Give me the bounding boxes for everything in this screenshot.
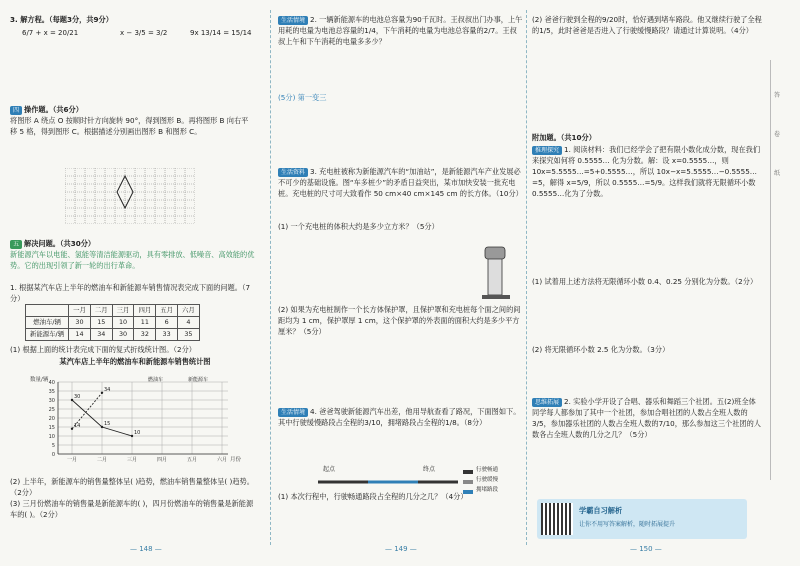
rotation-grid: [65, 168, 195, 224]
y-tick-label: 15: [48, 425, 55, 431]
y-tick-label: 30: [48, 398, 55, 404]
divider: [526, 10, 527, 545]
legend-3: 拥堵路段: [476, 487, 499, 493]
data-label: 30: [74, 394, 81, 400]
y-tick-label: 0: [51, 452, 55, 458]
data-point: [101, 392, 103, 394]
data-label: 34: [104, 386, 111, 393]
extra-q2: 思维拓展 2. 实验小学开设了合唱、器乐和舞蹈三个社团。五(2)班全体同学每人都参加了其中一个社团，参加合唱社团的人数占全班人数的3/5，参加器乐社团的人数占全班人数的7/10，那么参加这三个社团的人数各占全班人数的几分之几？（5分）: [532, 397, 761, 439]
extra-q1: 推理探究 1. 阅读材料：我们已经学会了把有限小数化成分数，现在我们来探究如何将 0.5555… 化为分数。解：设 x=0.5555…，则 10x=5.5555…=5+0.5555…，所以 10x−x=5.5555…−0.5555…=5，解得 x=5/9，所以 0.5555…=5/9。这样我们就将无限循环小数 0.5555…化为了分数。: [532, 145, 761, 198]
y-tick-label: 40: [48, 380, 55, 386]
banner-title: 学霸自习解析: [579, 506, 623, 515]
x-tick-label: 五月: [186, 457, 198, 463]
q3-text: 生活资料 3. 充电桩被称为新能源汽车的“加油站”，是新能源汽车产业发展必不可少的基础设施。图“车多桩少”的矛盾日益突出，某市加快安装一批充电桩。充电桩的尺寸可大致看作 50 cm×40 cm×145 cm 的长方体。（10分）: [278, 167, 523, 198]
data-point: [71, 399, 73, 401]
q4-title: 四 操作题。（共6分）: [10, 104, 260, 115]
y-tick-label: 20: [48, 416, 55, 422]
q3-title: 3. 解方程。（每题3分，共9分）: [10, 15, 113, 24]
data-point: [101, 426, 103, 428]
q4-text: 将图形 A 绕点 O 按顺时针方向旋转 90°，得到图形 B。再将图形 B 向右平移 5 格，得到图形 C。根据描述分别画出图形 B 和图形 C。: [10, 116, 249, 136]
q4-text: 生活情境 4. 爸爸驾驶新能源汽车出差，他用导航查看了路况，下面图如下。其中行驶缓慢路段占全程的3/10，拥堵路段占全程的1/8。（8分）: [278, 407, 521, 427]
y-tick-label: 25: [48, 407, 55, 413]
x-tick-label: 六月: [216, 457, 228, 463]
y-axis-label: 数量/辆: [30, 377, 49, 383]
q4-part1: (1) 本次行程中，行驶畅通路段占全程的几分之几？（4分）: [278, 492, 468, 501]
end-label: 终点: [423, 466, 436, 473]
q2-text: 生活情境 2. 一辆新能源车的电池总容量为90千瓦时。王叔叔出门办事，上午用耗的电量为电池总容量的1/4，下午消耗的电量为电池总容量的2/7。王叔叔上午和下午消耗的电量多多少？: [278, 15, 523, 46]
charging-pile-drawing: [476, 239, 516, 301]
q5-part3: (3) 三月份燃油车的销售量是新能源车的( )，四月份燃油车的销售量是新能源车的( )。（2分）: [10, 499, 254, 519]
legend-entry: 燃油车: [148, 377, 164, 383]
data-label: 14: [74, 422, 81, 429]
extra-q1-part1: (1) 试着用上述方法将无限循环小数 0.4、0.25 分别化为分数。（2分）: [532, 277, 758, 286]
page-number-150: — 150 —: [630, 545, 662, 553]
y-tick-label: 5: [51, 443, 55, 449]
x-axis-label: 月份: [230, 457, 242, 463]
sales-table: 一月 二月 三月 四月 五月 六月 燃油车/辆 30 15 10 11 6 4 新能源车/辆 14 34 30 32 33 35: [25, 304, 200, 341]
y-tick-label: 10: [48, 434, 55, 440]
q5-intro: 新能源汽车以电能、氢能等清洁能源驱动，具有零排放、低噪音、高效能的优势。它的出现引领了新一轮的出行革命。: [10, 250, 255, 270]
y-tick-label: 35: [48, 389, 55, 395]
extra-title: 附加题。（共10分）: [532, 133, 596, 142]
x-tick-label: 二月: [96, 457, 108, 463]
line-chart: [28, 374, 248, 469]
q5-part2: (2) 上半年，新能源车的销售量整体呈( )趋势，燃油车销售量整体呈( )趋势。（2分）: [10, 477, 254, 497]
q5-task1: 1. 根据某汽车店上半年的燃油车和新能源车销售情况表完成下面的问题。（7分）: [10, 283, 251, 303]
start-label: 起点: [323, 466, 336, 473]
page-number-148: — 148 —: [130, 545, 162, 553]
banner-text: 让你不用写答案解析，随时拓展提升: [579, 521, 676, 528]
legend-1: 行驶畅通: [476, 467, 499, 473]
page-149: [278, 14, 523, 534]
page-148: 3. 解方程。（每题3分，共9分） 6/7 + x = 20/21 x − 3/5 = 3/2 9x 13/14 = 15/14 四 操作题。（共6分） 将图形 A 绕点 O 按顺时针方向旋转 90°，得到图形 B。再将图形 B 向右平移 5 格，得到图形 C。根据描述分别画出图形 B 和图形 C。 五 解决问题。（共30分） 新能源汽车以电能、氢能等清洁能源驱动，具有零排放、低噪音、高效能的优势。它的出现引领了新一轮的出行革命。 1. 根据某汽车店上半年的燃油车和新能源车销售情况表完成下面的问题。（7分） 一月 二月 三月 四月 五月 六月 燃油车/辆 30 15 10 11 6 4 新能源车/辆 14 34 30 32 33 35 (1) 根据上面的统计表完成下面的复式折线统计图。（2分） 某汽车店上半年的燃油车和新能源车销售统计图 0 5 10 15 20 25 30 35 40 一月 二月 三月 四月 五月 六月 数量/辆 月份 30 15 10 燃油车 14 34 新能源车 (2) 上半年，新能源车的销售量整体呈( )趋势，燃油车销售量整体呈( )趋势。（2分） (3) 三月份燃油车的销售量是新能源车的( )，四月份燃油车的销售量是新能源车的( )。（2分）: [10, 14, 260, 534]
data-label: 15: [104, 421, 111, 427]
divider: [270, 10, 271, 545]
chart-title: 某汽车店上半年的燃油车和新能源车销售统计图: [59, 357, 211, 366]
data-label: 10: [134, 430, 141, 436]
extra-q1-part2: (2) 将无限循环小数 2.5 化为分数。（3分）: [532, 345, 670, 354]
study-qr-banner[interactable]: [537, 499, 747, 539]
q2-score: (5分) 第一变三: [278, 93, 327, 102]
legend-2: 行驶缓慢: [476, 477, 499, 483]
page-150: [532, 14, 762, 534]
q2-part2: (2) 爸爸行驶到全程的9/20时，恰好遇到堵车路段。他又继续行驶了全程的1/5，此时爸爸是否进入了行驶缓慢路段？请通过计算说明。（4分）: [532, 15, 762, 35]
side-tab: 答 卷 纸: [770, 60, 787, 480]
legend-entry: 新能源车: [188, 377, 209, 383]
data-point: [71, 428, 73, 430]
x-tick-label: 四月: [156, 457, 168, 463]
q3-part2: (2) 如果为充电桩制作一个长方体保护罩，且保护罩和充电桩每个面之间的间距均为 1 cm，保护罩厚 1 cm，这个保护罩的外表面的面积大约是多少平方厘米？（5分）: [278, 305, 521, 336]
x-tick-label: 一月: [66, 457, 78, 463]
page-number-149: — 149 —: [385, 545, 417, 553]
q5-title: 五 解决问题。（共30分）: [10, 238, 260, 249]
qr-code-icon[interactable]: [541, 503, 573, 535]
q5-part1: (1) 根据上面的统计表完成下面的复式折线统计图。（2分）: [10, 345, 196, 354]
data-point: [131, 435, 133, 437]
x-tick-label: 三月: [126, 457, 138, 463]
q3-part1: (1) 一个充电桩的体积大约是多少立方米？（5分）: [278, 222, 439, 231]
